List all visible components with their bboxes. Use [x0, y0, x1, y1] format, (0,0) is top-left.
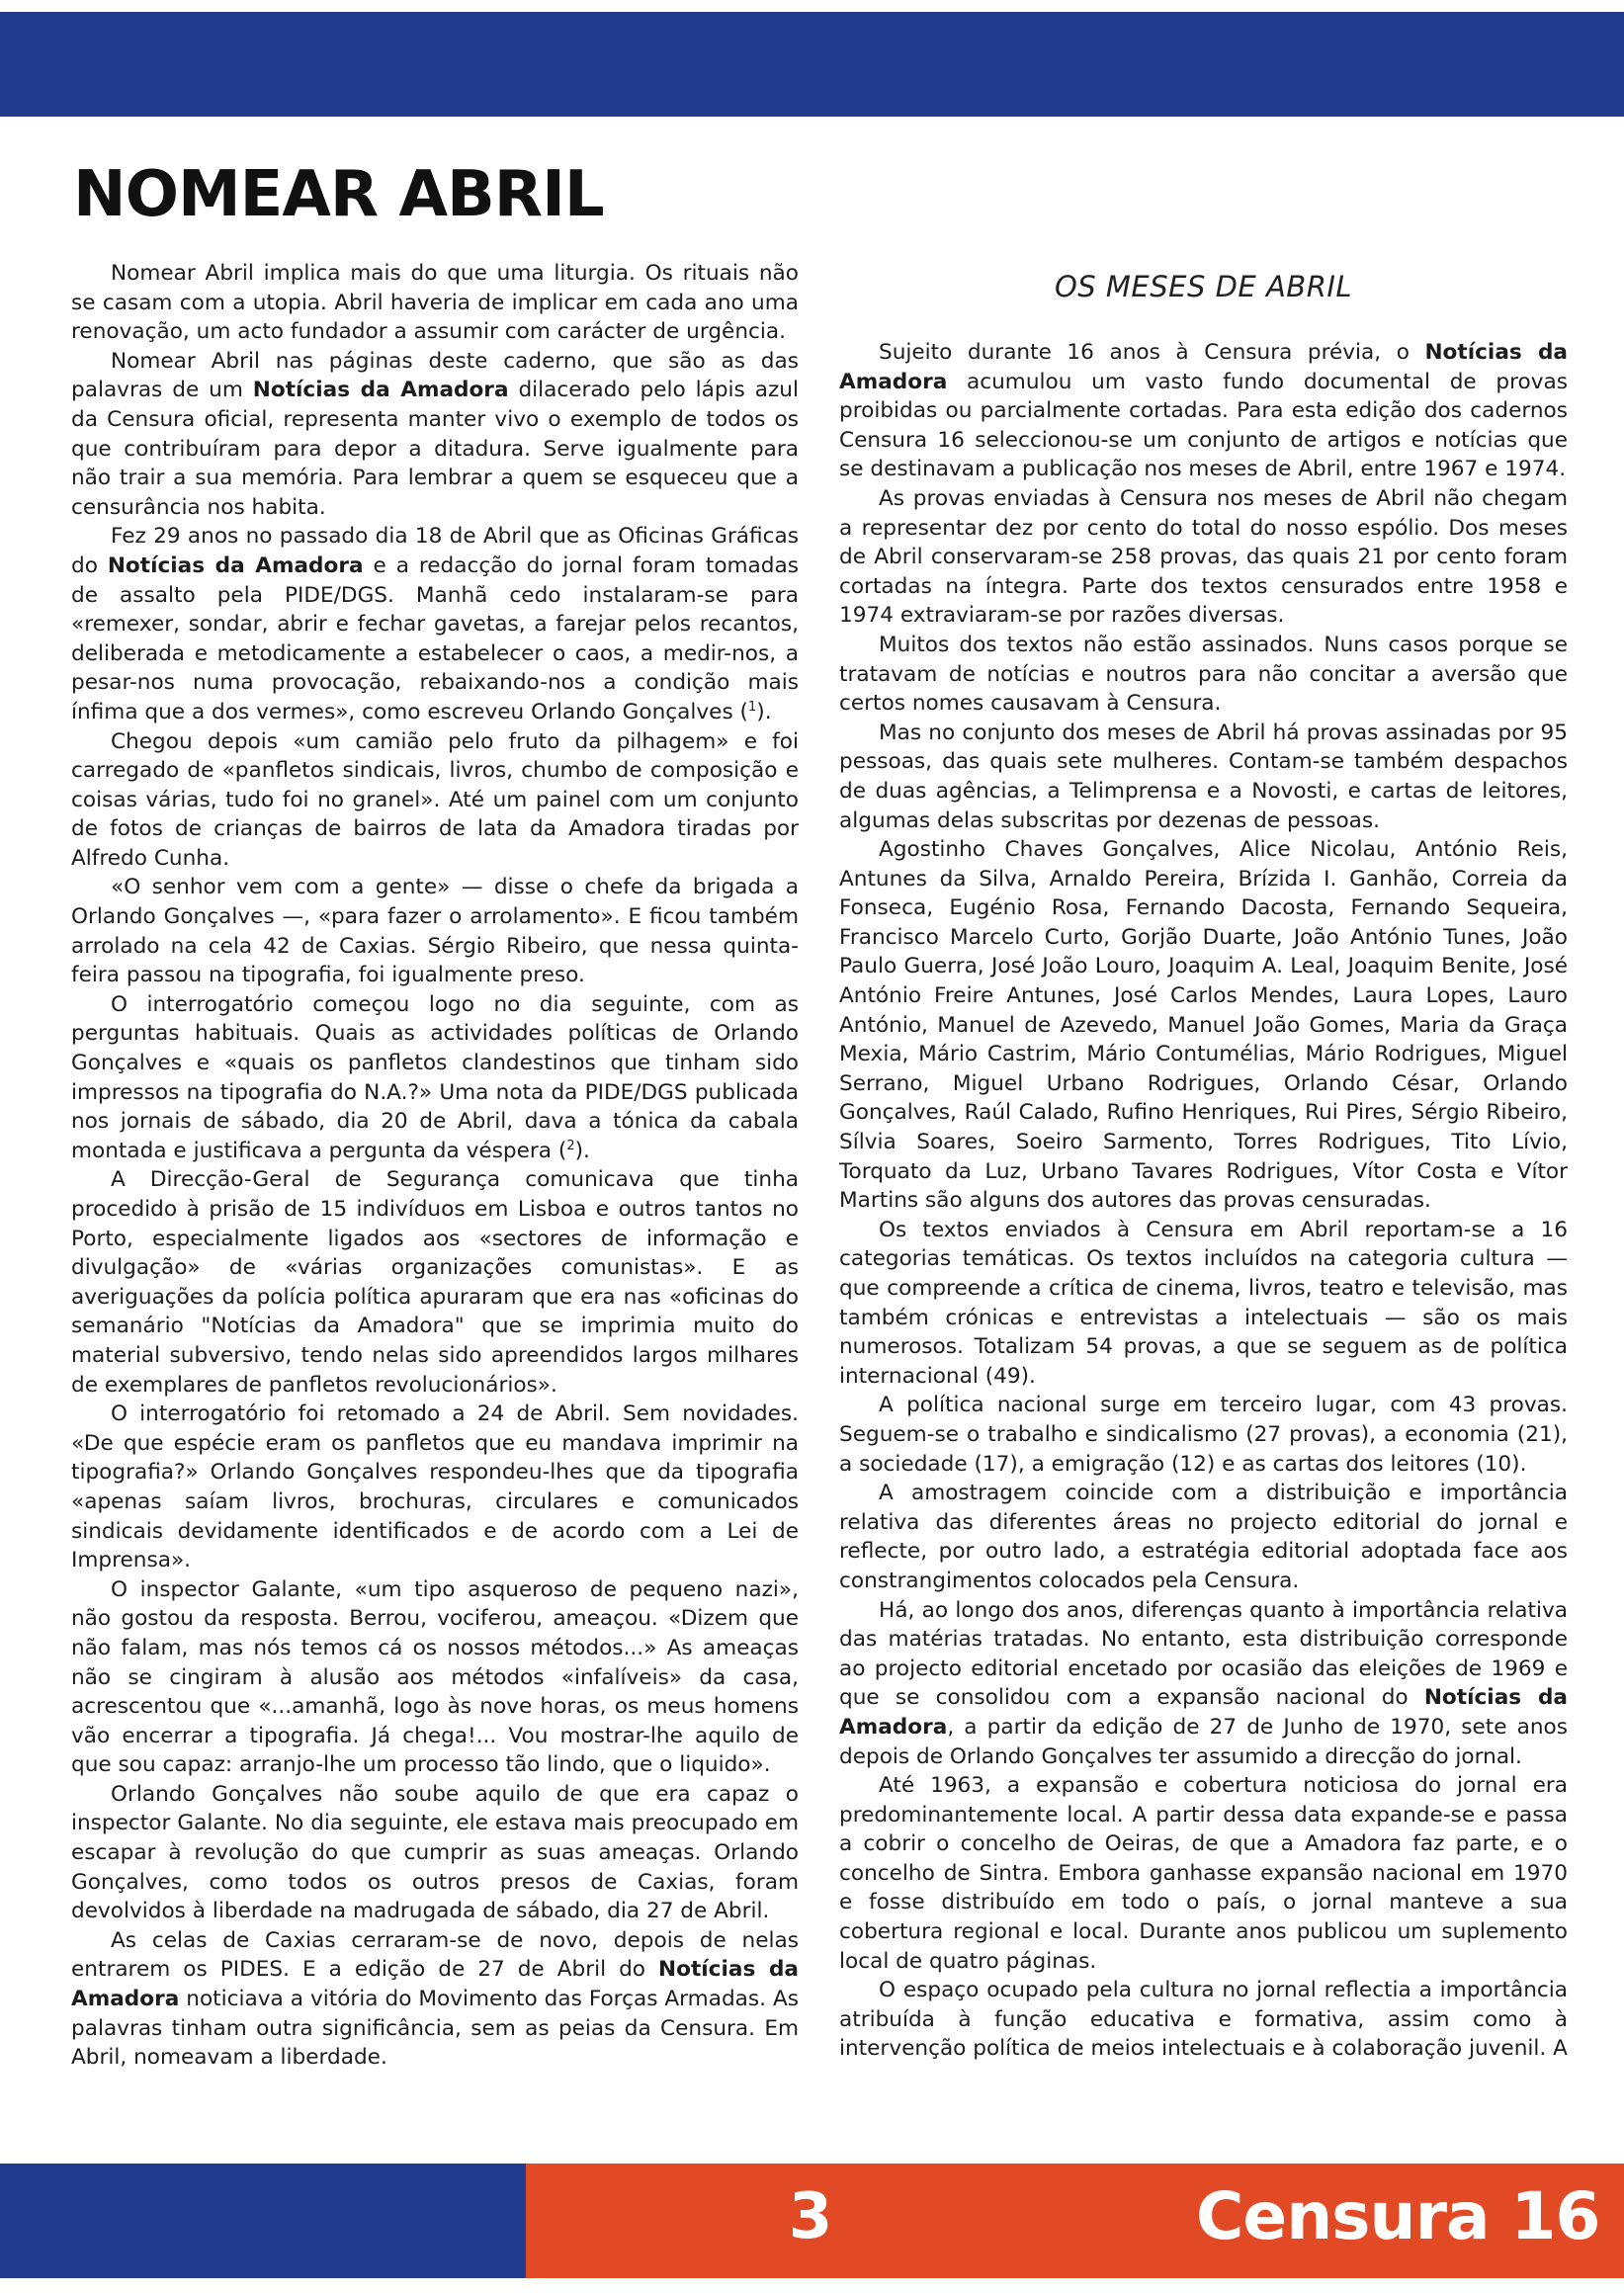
paragraph: «O senhor vem com a gente» — disse o chefe da brigada a Orlando Gonçalves —, «para fazer o arrolamento». E ficou também arrolado na cela 42 de Caxias. Sérgio Ribeiro, que nessa quinta-feira passou na tipografia, foi igualmente preso.: [71, 875, 799, 988]
paragraph: Agostinho Chaves Gonçalves, Alice Nicolau, António Reis, Antunes da Silva, Arnaldo Pereira, Brízida I. Ganhão, Correia da Fonseca, Eugénio Rosa, Fernando Dacosta, Fernando Sequeira, Francisco Marcelo Curto, Gorjão Duarte, João António Tunes, João Paulo Guerra, José João Louro, Joaquim A. Leal, Joaquim Benite, José António Freire Antunes, José Carlos Mendes, Laura Lopes, Lauro António, Manuel de Azevedo, Manuel João Gomes, Maria da Graça Mexia, Mário Castrim, Mário Contumélias, Mário Rodrigues, Miguel Serrano, Miguel Urbano Rodrigues, Orlando César, Orlando Gonçalves, Raúl Calado, Rufino Henriques, Rui Pires, Sérgio Ribeiro, Sílvia Soares, Soeiro Sarmento, Torres Rodrigues, Tito Lívio, Torquato da Luz, Urbano Tavares Rodrigues, Vítor Costa e Vítor Martins são alguns dos autores das provas censuradas.: [839, 837, 1568, 1214]
paragraph: O interrogatório foi retomado a 24 de Abril. Sem novidades. «De que espécie eram os panfletos que eu mandava imprimir na tipografia?» Orlando Gonçalves respondeu-lhes que da tipografia «apenas saíam livros, brochuras, circulares e comunicados sindicais devidamente identificados e de acordo com a Lei de Imprensa».: [71, 1401, 799, 1573]
paragraph: A amostragem coincide com a distribuição e importância relativa das diferentes áreas no projecto editorial do jornal e reflecte, por outro lado, a estratégia editorial adoptada face aos constrangimentos colocados pela Censura.: [839, 1481, 1568, 1593]
paragraph: O espaço ocupado pela cultura no jornal reflectia a importância atribuída à função educativa e formativa, assim como à intervenção política de meios intelectuais e à colaboração juvenil. A: [839, 1978, 1568, 2062]
footnote-ref: 1: [747, 699, 757, 715]
footer-blue-band: [0, 2164, 526, 2278]
section-subtitle: OS MESES DE ABRIL: [1054, 270, 1353, 303]
paragraph: A política nacional surge em terceiro lugar, com 43 provas. Seguem-se o trabalho e sindicalismo (27 provas), a economia (21), a sociedade (17), a emigração (12) e as cartas dos leitores (10).: [839, 1393, 1568, 1477]
paragraph: Os textos enviados à Censura em Abril reportam-se a 16 categorias temáticas. Os textos incluídos na categoria cultura — que compreende a crítica de cinema, livros, teatro e televisão, mas também crónicas e entrevistas a intelectuais — são os mais numerosos. Totalizam 54 provas, a que se seguem as de política internacional (49).: [839, 1217, 1568, 1389]
page-number: 3: [788, 2180, 833, 2253]
paragraph: Nomear Abril implica mais do que uma liturgia. Os rituais não se casam com a utopia. Abril haveria de implicar em cada ano uma renovação, um acto fundador a assumir com carácter de urgência.: [71, 261, 799, 345]
paragraph: As celas de Caxias cerraram-se de novo, depois de nelas entrarem os PIDES. E a edição de 27 de Abril do Notícias da Amadora noticiava a vitória do Movimento das Forças Armadas. As palavras tinham outra significância, sem as peias da Censura. Em Abril, nomeavam a liberdade.: [71, 1927, 800, 2071]
page-title: NOMEAR ABRIL: [73, 158, 604, 231]
article-left-column: [71, 259, 799, 2073]
paragraph: Orlando Gonçalves não soube aquilo de que era capaz o inspector Galante. No dia seguinte, ele estava mais preocupado em escapar à revolução do que cumprir as suas ameaças. Orlando Gonçalves, como todos os outros presos de Caxias, foram devolvidos à liberdade na madrugada de sábado, dia 27 de Abril.: [71, 1781, 799, 1924]
newspaper-name: Notícias da Amadora: [107, 552, 364, 578]
paragraph: Fez 29 anos no passado dia 18 de Abril que as Oficinas Gráficas do Notícias da Amadora e a redacção do jornal foram tomadas de assalto pela PIDE/DGS. Manhã cedo instalaram-se para «remexer, sondar, abrir e fechar gavetas, a farejar pelos recantos, deliberada e metodicamente a estabelecer o caos, a medir-nos, a pesar-nos numa provocação, rebaixando-nos a condição mais ínfima que a dos vermes», como escreveu Orlando Gonçalves ($^1$).: [71, 524, 799, 724]
article-right-column: [839, 259, 1568, 2064]
paragraph: Nomear Abril nas páginas deste caderno, que são as das palavras de um Notícias da Amadora dilacerado pelo lápis azul da Censura oficial, representa manter vivo o exemplo de todos os que contribuíram para depor a ditadura. Serve igualmente para não trair a sua memória. Para lembrar a quem se esqueceu que a censurância nos habita.: [71, 348, 799, 520]
paragraph: As provas enviadas à Censura nos meses de Abril não chegam a representar dez por cento do total do nosso espólio. Dos meses de Abril conservaram-se 258 provas, das quais 21 por cento foram cortadas na íntegra. Parte dos textos censurados entre 1958 e 1974 extraviaram-se por razões diversas.: [839, 485, 1568, 629]
paragraph: Mas no conjunto dos meses de Abril há provas assinadas por 95 pessoas, das quais sete mulheres. Contam-se também despachos de duas agências, a Telimprensa e a Novosti, e cartas de leitores, algumas delas subscritas por dezenas de pessoas.: [839, 720, 1568, 833]
paragraph: Sujeito durante 16 anos à Censura prévia, o Notícias da Amadora acumulou um vasto fundo documental de provas proibidas ou parcialmente cortadas. Para esta edição dos cadernos Censura 16 seleccionou-se um conjunto de artigos e notícias que se destinavam a publicação nos meses de Abril, entre 1967 e 1974.: [839, 340, 1568, 482]
paragraph: A Direcção-Geral de Segurança comunicava que tinha procedido à prisão de 15 indivíduos em Lisboa e outros tantos no Porto, especialmente ligados aos «sectores de informação e divulgação» de «várias organizações comunistas». E as averiguações da polícia política apuraram que era nas «oficinas do semanário "Notícias da Amadora" que se imprimia muito do material subversivo, tendo nelas sido apreendidos largos milhares de exemplares de panfletos revolucionários».: [71, 1167, 799, 1398]
newspaper-name: Notícias da Amadora: [71, 1957, 800, 2012]
newspaper-name: Notícias da Amadora: [839, 340, 1568, 394]
top-color-band: [0, 12, 1624, 117]
paragraph: O interrogatório começou logo no dia seguinte, com as perguntas habituais. Quais as actividades políticas de Orlando Gonçalves e «quais os panfletos clandestinos que tinham sido impressos na tipografia do N.A.?» Uma nota da PIDE/DGS publicada nos jornais de sábado, dia 20 de Abril, dava a tónica da cabala montada e justificava a pergunta da véspera ($^2$).: [71, 991, 799, 1163]
paragraph: Até 1963, a expansão e cobertura noticiosa do jornal era predominantemente local. A partir dessa data expande-se e passa a cobrir o concelho de Oeiras, de que a Amadora faz parte, e o concelho de Sintra. Embora ganhasse expansão nacional em 1970 e fosse distribuído em todo o país, o jornal manteve a sua cobertura regional e local. Durante anos publicou um suplemento local de quatro páginas.: [839, 1773, 1568, 1974]
newspaper-name: Notícias da Amadora: [839, 1685, 1569, 1740]
paragraph: O inspector Galante, «um tipo asqueroso de pequeno nazi», não gostou da resposta. Berrou, vociferou, ameaçou. «Dizem que não falam, mas nós temos cá os nossos métodos...» As ameaças não se cingiram à alusão aos métodos «infalíveis» da casa, acrescentou que «...amanhã, logo às nove horas, os meus homens vão encerrar a tipografia. Já chega!... Vou mostrar-lhe aquilo de que sou capaz: arranjo-lhe um processo tão lindo, que o liquido».: [71, 1576, 799, 1778]
publication-brand: Censura 16: [1196, 2178, 1600, 2254]
paragraph: Há, ao longo dos anos, diferenças quanto à importância relativa das matérias tratadas. No entanto, esta distribuição corresponde ao projecto editorial encetado por ocasião das eleições de 1969 e que se consolidou com a expansão nacional do Notícias da Amadora, a partir da edição de 27 de Junho de 1970, sete anos depois de Orlando Gonçalves ter assumido a direcção do jornal.: [839, 1597, 1569, 1769]
newspaper-name: Notícias da Amadora: [252, 378, 509, 403]
footnote-ref: 2: [566, 1138, 575, 1153]
paragraph: Chegou depois «um camião pelo fruto da pilhagem» e foi carregado de «panfletos sindicais, livros, chumbo de composição e coisas várias, tudo foi no granel». Até um painel com um conjunto de fotos de crianças de bairros de lata da Amadora tiradas por Alfredo Cunha.: [71, 728, 799, 871]
paragraph: Muitos dos textos não estão assinados. Nuns casos porque se tratavam de notícias e noutros para não concitar a aversão que certos nomes causavam à Censura.: [839, 632, 1568, 717]
